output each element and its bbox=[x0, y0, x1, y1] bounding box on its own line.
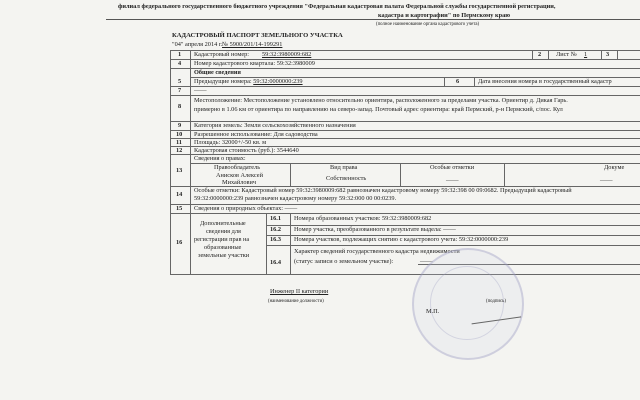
signature-caption: (подпись) bbox=[486, 299, 506, 304]
col-right-holder: Правообладатель bbox=[214, 164, 261, 171]
org-name-line1: филиал федерального государственного бюджетного учреждения "Федеральная кадастровая палата Федеральной службы государственной регистрации, bbox=[118, 3, 556, 10]
seal-mark: М.П. bbox=[426, 308, 440, 315]
row-15-number: 15 bbox=[176, 205, 183, 212]
org-name-line2: кадастра и картографии" по Пермскому краю bbox=[378, 12, 511, 19]
subrow-16-2-number: 16.2 bbox=[270, 226, 282, 233]
previous-numbers: Предыдущие номера: 59:32:0000000:239 bbox=[194, 78, 303, 85]
document-number: № 5900/201/14-199291 bbox=[222, 41, 283, 48]
row-12-number: 12 bbox=[176, 147, 183, 154]
formed-parcel-numbers: Номера образованных участков: 59:32:3980009:682 bbox=[294, 215, 432, 222]
row-16-number: 16 bbox=[176, 239, 183, 246]
row-7-number: 7 bbox=[178, 87, 182, 94]
row-10-number: 10 bbox=[176, 131, 183, 138]
document-value: —— bbox=[600, 177, 613, 184]
row-2-number: 2 bbox=[538, 51, 542, 58]
cadastral-number-label: Кадастровый номер: bbox=[194, 51, 250, 58]
position-caption: (наименование должности) bbox=[268, 299, 324, 304]
row-14-number: 14 bbox=[176, 191, 183, 198]
issue-date: "04" апреля 2014 г. bbox=[172, 41, 223, 48]
cadastral-value: Кадастровая стоимость (руб.): 3544640 bbox=[194, 147, 299, 154]
row-3-number: 3 bbox=[606, 51, 610, 58]
additional-info-line4: образованные bbox=[204, 244, 242, 251]
row-7-value: —— bbox=[194, 87, 207, 94]
area: Площадь: 32000+/-50 кв. м bbox=[194, 139, 267, 146]
additional-info-line1: Дополнительные bbox=[200, 220, 246, 227]
transformed-parcel-number: Номер участка, преобразованного в результате выдела: —— bbox=[294, 226, 456, 233]
col-document: Докуме bbox=[604, 164, 625, 171]
row-1-number: 1 bbox=[178, 51, 182, 58]
record-status-line1: Характер сведений государственного кадастра недвижимости bbox=[294, 248, 460, 255]
row-8-number: 8 bbox=[178, 103, 182, 110]
record-status-value: —— bbox=[420, 258, 433, 265]
col-special-notes: Особые отметки bbox=[430, 164, 475, 171]
location-line2: примерно в 1.06 км от ориентира по направлению на северо-запад. Почтовый адрес ориентира: край Пермский, р-н Пермский, с/пос. Кул bbox=[194, 106, 563, 113]
sheet-number-label: Лист № bbox=[556, 51, 577, 58]
location-line1: Местоположение: Местоположение установлено относительно ориентира, расположенного за пределами участка. Ориентир д. Дикая Гарь. bbox=[194, 97, 568, 104]
cadastral-quarter: Номер кадастрового квартала: 59:32:3980009 bbox=[194, 60, 315, 67]
owner-name-line2: Михайлович bbox=[222, 179, 256, 186]
record-status-line2: (статус записи о земельном участке): bbox=[294, 258, 394, 265]
owner-name-line1: Анисков Алексей bbox=[216, 172, 263, 179]
additional-info-line5: земельные участки bbox=[198, 252, 250, 259]
deregistered-parcels: Номера участков, подлежащих снятию с кадастрового учета: 59:32:0000000:239 bbox=[294, 236, 509, 243]
rights-info-title: Сведения о правах: bbox=[194, 155, 246, 162]
number-entry-date-label: Дата внесения номера в государственный кадастр bbox=[478, 78, 612, 85]
additional-info-line3: регистрации прав на bbox=[194, 236, 250, 243]
signer-position: Инженер II категории bbox=[270, 288, 329, 295]
row-4-number: 4 bbox=[178, 60, 182, 67]
special-notes-line2: 59:32:0000000:239 равнозначен кадастровому номеру 59:32:000 00 00:0239. bbox=[194, 195, 397, 202]
row-9-number: 9 bbox=[178, 122, 182, 129]
natural-objects: Сведения о природных объектах: —— bbox=[194, 205, 298, 212]
subrow-16-1-number: 16.1 bbox=[270, 215, 282, 222]
additional-info-line2: сведения для bbox=[206, 228, 241, 235]
special-notes-value: —— bbox=[446, 177, 459, 184]
org-caption: (полное наименование органа кадастрового учета) bbox=[376, 22, 480, 27]
header-rule bbox=[106, 19, 640, 20]
col-right-type: Вид права bbox=[330, 164, 358, 171]
permitted-use: Разрешенное использование: Для садоводства bbox=[194, 131, 318, 138]
document-title: КАДАСТРОВЫЙ ПАСПОРТ ЗЕМЕЛЬНОГО УЧАСТКА bbox=[172, 32, 343, 39]
row-5-number: 5 bbox=[178, 78, 182, 85]
right-type-value: Собственность bbox=[326, 175, 367, 182]
row-11-number: 11 bbox=[176, 139, 182, 146]
subrow-16-4-number: 16.4 bbox=[270, 259, 282, 266]
cadastral-number-value: 59:32:3980009:682 bbox=[262, 51, 312, 58]
land-category: Категория земель: Земли сельскохозяйственного назначения bbox=[194, 122, 356, 129]
row-13-number: 13 bbox=[176, 167, 183, 174]
row-6-number: 6 bbox=[456, 78, 460, 85]
sheet-number-value: 1 bbox=[584, 51, 588, 58]
subrow-16-3-number: 16.3 bbox=[270, 236, 282, 243]
general-info-heading: Общие сведения bbox=[194, 69, 241, 76]
special-notes-line1: Особые отметки: Кадастровый номер 59:32:3980009:682 равнозначен кадастровому номеру 59:32:398 00 09:0682. Предыдущий кадастровый bbox=[194, 187, 572, 194]
